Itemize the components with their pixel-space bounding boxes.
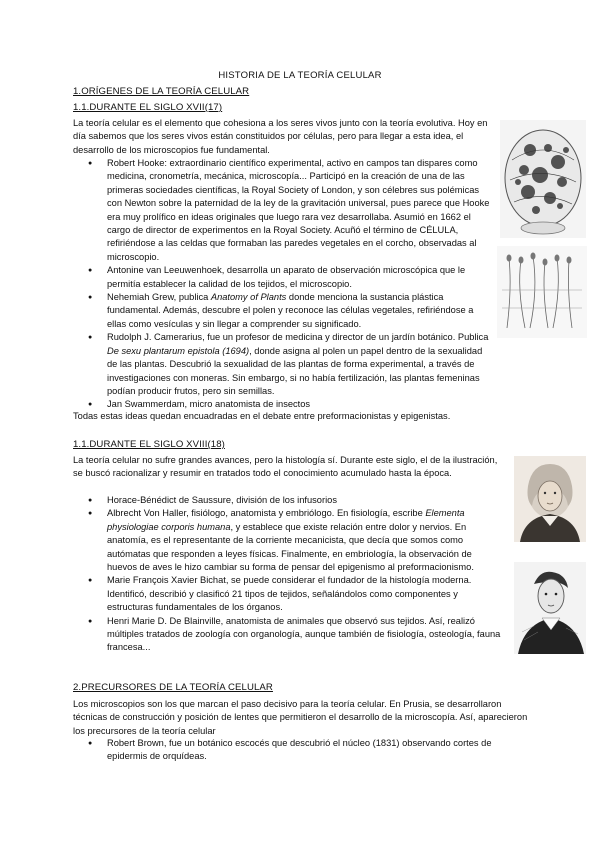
subsection-1-1-list xyxy=(84,157,494,412)
subsection-1-2-heading: 1.1.DURANTE EL SIGLO XVIII(18) xyxy=(73,439,225,450)
section-1-heading: 1.ORÍGENES DE LA TEORÍA CELULAR xyxy=(73,86,250,97)
subsection-1-2-intro: La teoría celular no sufre grandes avances, pero la histología sí. Durante este siglo, el de la ilustración, se buscó racionalizar y resumir en tratados todo el conocimiento acumulado hasta la época. xyxy=(73,455,498,479)
subsection-1-1-outro: Todas estas ideas quedan encuadradas en el debate entre preformacionistas y epigenistas. xyxy=(73,411,451,421)
list-item-blainville: ● Henri Marie D. De Blainville, anatomista de animales que observó sus tejidos. Así, realizó múltiples tratados de zoología con organología, aunque también de fisiología, osteología, fauna francesa... xyxy=(84,615,504,655)
section-2-intro: Los microscopios son los que marcan el paso decisivo para la teoría celular. En Prusia, se desarrollaron técnicas de construcción y posición de lentes que permitieron el desarrollo de la microscopía. Así, aparecieron los precursores de la teoría celular xyxy=(73,699,528,736)
section-2-list xyxy=(84,737,524,764)
list-item-swammerdam: ● Jan Swammerdam, micro anatomista de insectos xyxy=(84,398,494,411)
list-item-leeuwenhoek: ● Antonine van Leeuwenhoek, desarrolla un aparato de observación microscópica que le permitía establecer la calidad de los tejidos, el microscopio. xyxy=(84,264,494,291)
list-item-saussure: ● Horace-Bénédict de Saussure, división de los infusorios xyxy=(84,494,504,507)
list-item-hooke: ● Robert Hooke: extraordinario científico experimental, activo en campos tan dispares como medicina, cronometría, mecánica, microscopía... Participó en la creación de una de las primeras sociedades científicas, la Royal Society of London, y son célebres sus polémicas con Newton sobre la paternidad de la ley de la gravitación universal, pues parece que Hooke era muy prolífico en ideas originales que luego rara vez desarrollaba. Asumió en 1662 el cargo de director de experimentos en la Royal Society. Acuñó el término de CÉLULA, refiriéndose a las celdas que formaban las paredes vegetales en el corcho, observadas al microscopio. xyxy=(84,157,494,264)
section-2-heading: 2.PRECURSORES DE LA TEORÍA CELULAR xyxy=(73,682,273,693)
list-item-haller: ● Albrecht Von Haller, fisiólogo, anatomista y embriólogo. En fisiología, escribe Elementa physiologiae corporis humana, y establece que existe relación entre dolor y nervios. En anatomía, es el representante de la corriente mecanicista, que decía que somos como autómatas que responden a leyes físicas. Finalmente, en embriología, la observación de huevos de aves le hizo cambiar su forma de pensar del epigenismo al preformacionismo. xyxy=(84,507,504,574)
cork-cells-illustration xyxy=(500,120,586,238)
list-item-grew: ● Nehemiah Grew, publica Anatomy of Plants donde menciona la sustancia plástica fundamental. Además, descubre el polen y reconoce las células vegetales, refiriéndose a ellas como vesículas y sin llegar a comprender su significado. xyxy=(84,291,494,331)
subsection-1-1-intro: La teoría celular es el elemento que cohesiona a los seres vivos junto con la teoría evolutiva. Hoy en día sabemos que los seres vivos están constituidos por células, pero para llegar a esta idea, el desarrollo de los microscopios fue fundamental. xyxy=(73,118,488,155)
haller-portrait xyxy=(514,456,586,542)
sperm-cells-illustration xyxy=(497,246,587,338)
list-item-brown: ● Robert Brown, fue un botánico escocés que descubrió el núcleo (1831) observando cortes de epidermis de orquídeas. xyxy=(84,737,524,764)
list-item-bichat: ● Marie François Xavier Bichat, se puede considerar el fundador de la histología moderna. Identificó, describió y clasificó 21 tipos de tejidos, señalándolos como componentes y estructuras fundamentales de los órganos. xyxy=(84,574,504,614)
subsection-1-1-heading: 1.1.DURANTE EL SIGLO XVII(17) xyxy=(73,102,223,113)
list-item-camerarius: ● Rudolph J. Camerarius, fue un profesor de medicina y director de un jardín botánico. Publica De sexu plantarum epistola (1694), donde asigna al polen un papel dentro de la sexualidad de las plantas. Descubrió la sexualidad de las plantas de forma experimental, a través de investigaciones con moneras. Sin embargo, si no había fertilización, las plantas femeninas podían producir frutos, pero sin semillas. xyxy=(84,331,494,398)
document-title: HISTORIA DE LA TEORÍA CELULAR xyxy=(218,70,382,81)
bichat-portrait xyxy=(514,562,586,654)
subsection-1-2-list xyxy=(84,494,504,655)
